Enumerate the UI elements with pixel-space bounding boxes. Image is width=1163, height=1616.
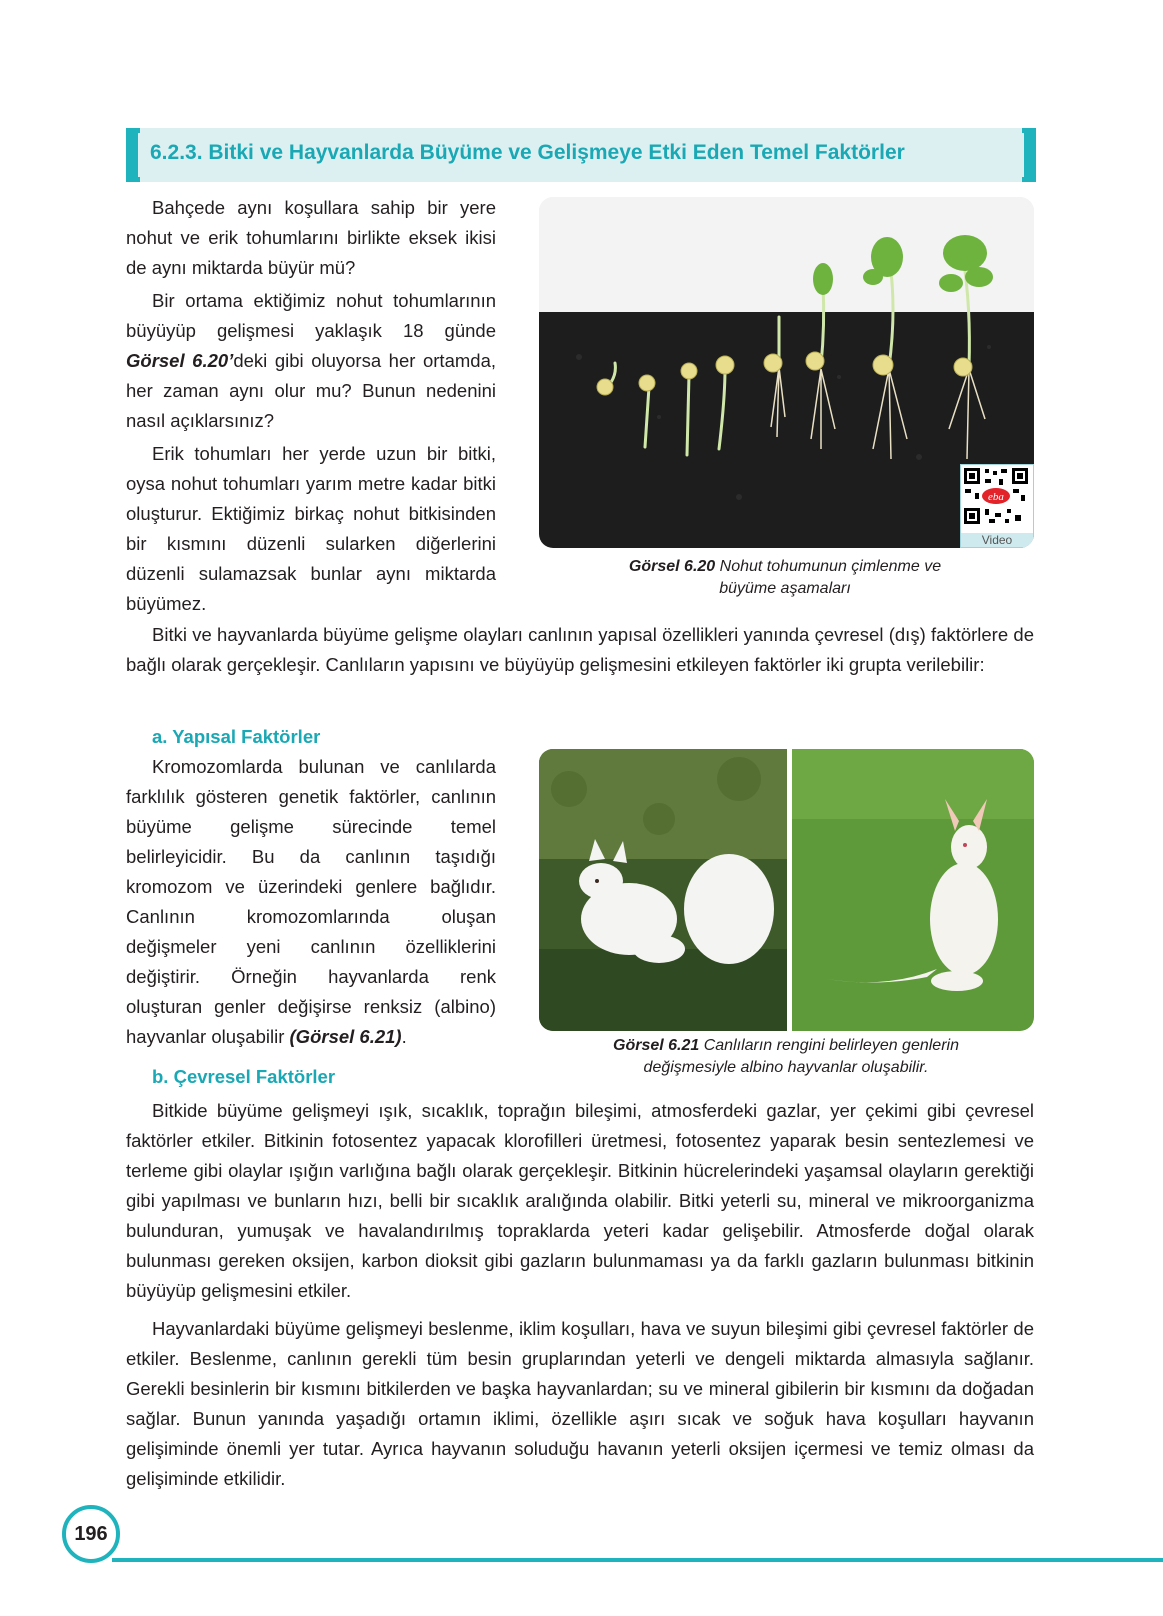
intro-paragraph-3: Erik tohumları her yerde uzun bir bitki, oysa nohut tohumları yarım metre kadar bitki oluşturur. Ektiğimiz birkaç nohut bitkisinden bir kısmını düzenli sularken diğerlerini düzenli sulamazsak bunlar aynı miktarda büyümez. bbox=[126, 443, 496, 614]
qr-video-label: Video bbox=[961, 533, 1033, 547]
header-bracket-right bbox=[1022, 128, 1036, 182]
intro-column bbox=[126, 193, 496, 619]
general-paragraph-text: Bitki ve hayvanlarda büyüme gelişme olayları canlının yapısal özellikleri yanında çevresel (dış) faktörlere de bağlı olarak gerçekleşir. Canlıların yapısını ve büyüyüp gelişmesini etkileyen faktörler iki grupta verilebilir: bbox=[126, 624, 1034, 675]
figure-6-21-caption bbox=[570, 1035, 1002, 1079]
figure-6-21-label: Görsel 6.21 bbox=[613, 1037, 700, 1054]
environmental-heading: b. Çevresel Faktörler bbox=[152, 1066, 336, 1087]
environmental-paragraph-2: Hayvanlardaki büyüme gelişmeyi beslenme, iklim koşulları, hava ve suyun bileşimi gibi çevresel faktörler de etkiler. Beslenme, canlının gerekli tüm besin gruplarından yeterli ve dengeli miktarda almasıyla sağlanır. Gerekli besinlerin bir kısmını bitkilerden ve başka hayvanlardan; su ve mineral gibilerin bir kısmını da doğadan sağlar. Bunun yanında yaşadığı ortamın iklimi, özellikle aşırı sıcak ve soğuk hava koşulları hayvanın gelişiminde önemli yer tutar. Ayrıca hayvanın soluduğu havanın yeterli oksijen içermesi ve temiz olması da gelişiminde etkilidir. bbox=[126, 1318, 1034, 1489]
qr-code-icon bbox=[961, 465, 1031, 527]
figure-ref-6-21: (Görsel 6.21) bbox=[289, 1026, 402, 1047]
figure-chickpea-germination bbox=[539, 197, 1034, 548]
figure-6-20-label: Görsel 6.20 bbox=[628, 558, 716, 575]
structural-heading: a. Yapısal Faktörler bbox=[152, 726, 321, 747]
environmental-paragraph-1: Bitkide büyüme gelişmeyi ışık, sıcaklık, toprağın bileşimi, atmosferdeki gazlar, yer çekimi gibi çevresel faktörler etkiler. Bitkinin fotosentez yapacak klorofilleri üretmesi, fotosentez yaparak besin sentezlemesi ve terleme gibi olaylar ışığın varlığına bağlı olarak gerçekleşir. Bitkinin hücrelerindeki yaşamsal olayların gerektiği gibi yapılması ve bunların hızı, belli bir sıcaklık aralığında olabilir. Bitki yeterli su, mineral ve mikroorganizma bulunduran, yumuşak ve havalandırılmış topraklarda yeteri kadar gelişebilir. Atmosferde doğal olarak bulunması gereken oksijen, karbon dioksit gibi gazların bulunmaması ya da farklı gazların bulunması bitkinin büyüyüp gelişmesini etkiler. bbox=[126, 1100, 1034, 1301]
page-number-badge bbox=[62, 1505, 120, 1563]
header-bracket-left bbox=[126, 128, 140, 182]
footer-line bbox=[112, 1558, 1163, 1562]
structural-end: . bbox=[401, 1026, 407, 1047]
eba-logo: eba bbox=[988, 491, 1004, 503]
environmental-section bbox=[126, 1096, 1034, 1494]
figure-albino-animals bbox=[539, 749, 1034, 1031]
figure-6-20-caption-text: Nohut tohumunun çimlenme ve büyüme aşamaları bbox=[715, 558, 942, 597]
figure-6-21-caption-text: Canlıların rengini belirleyen genlerin değişmesiyle albino hayvanlar oluşabilir. bbox=[643, 1037, 959, 1076]
general-paragraph bbox=[126, 620, 1034, 680]
intro-paragraph-2 bbox=[126, 286, 496, 436]
structural-paragraph bbox=[126, 752, 496, 1052]
structural-text: Kromozomlarda bulunan ve canlılarda farklılık gösteren genetik faktörler, canlının büyüme gelişme sürecinde temel belirleyicidir. Bu da canlının taşıdığı kromozom ve üzerindeki genlere bağlıdır. Canlının kromozomlarında oluşan değişmeler yeni canlının özelliklerini değiştirir. Örneğin hayvanlarda renk oluşturan genler değişirse renksiz (albino) hayvanlar oluşabilir bbox=[126, 756, 496, 1047]
albino-animals-photo bbox=[539, 749, 1034, 1031]
figure-6-20-caption bbox=[600, 556, 970, 600]
page-number: 196 bbox=[74, 1523, 108, 1545]
structural-column bbox=[126, 752, 496, 1052]
section-title: 6.2.3. Bitki ve Hayvanlarda Büyüme ve Gelişmeye Etki Eden Temel Faktörler bbox=[150, 141, 905, 164]
figure-ref-6-20: Görsel 6.20’ bbox=[126, 350, 234, 371]
intro-paragraph-1: Bahçede aynı koşullara sahip bir yere nohut ve erik tohumlarını birlikte eksek ikisi de aynı miktarda büyür mü? bbox=[126, 197, 496, 278]
intro-p2-after: deki gibi oluyorsa her ortamda, her zaman aynı olur mu? Bunun nedenini nasıl açıklarsınız? bbox=[126, 350, 496, 431]
section-header bbox=[126, 128, 1036, 182]
qr-code-video[interactable] bbox=[960, 464, 1034, 548]
intro-p2-before: Bir ortama ektiğimiz nohut tohumlarının büyüyüp gelişmesi yaklaşık 18 günde bbox=[126, 290, 496, 341]
